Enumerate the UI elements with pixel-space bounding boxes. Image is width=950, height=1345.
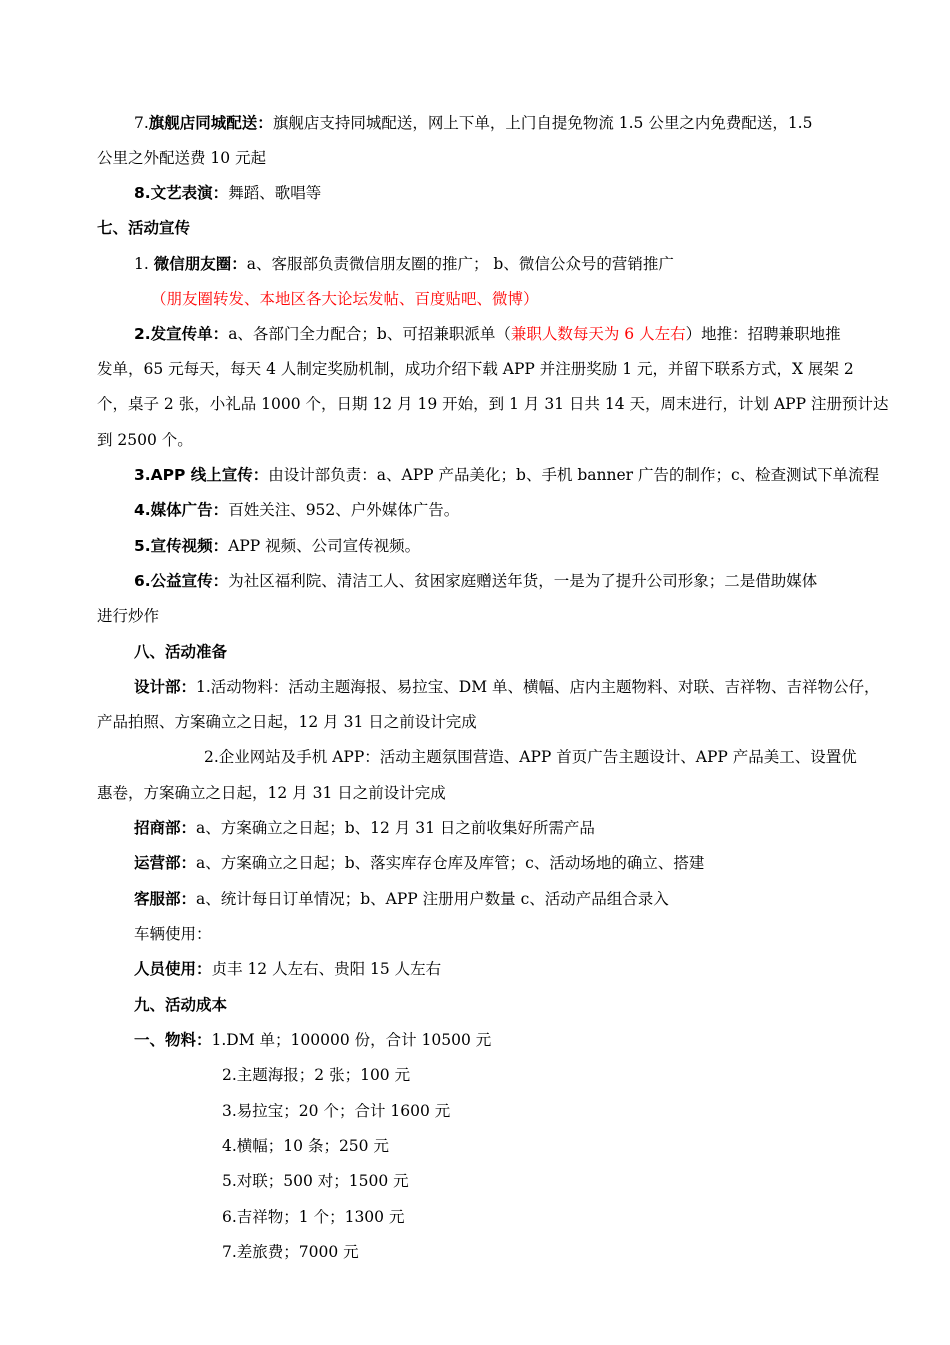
item-label: 旗舰店同城配送：: [148, 114, 273, 132]
item-text: a、客服部负责微信朋友圈的推广； b、微信公众号的营销推广: [246, 255, 674, 273]
paragraph-staffing: [134, 958, 441, 980]
item-text-cont: 公里之外配送费 10 元起: [97, 149, 267, 167]
highlight-note: 兼职人数每天为 6 人左右: [510, 325, 686, 343]
item-text: 2.企业网站及手机 APP：活动主题氛围营造、APP 首页广告主题设计、APP 产品美工、设置优: [204, 748, 857, 766]
paragraph-merchant-dept: [134, 817, 595, 839]
cost-item: 7.差旅费；7000 元: [222, 1243, 359, 1261]
item-label: 8.文艺表演：: [134, 184, 229, 202]
cost-item: 6.吉祥物；1 个；1300 元: [222, 1208, 405, 1226]
item-text-cont: 产品拍照、方案确立之日起，12 月 31 日之前设计完成: [97, 713, 477, 731]
item-label: 2.发宣传单：: [134, 325, 229, 343]
paragraph-video: [134, 535, 420, 557]
item-label: 5.宣传视频：: [134, 537, 229, 555]
item-label: 4.媒体广告：: [134, 501, 229, 519]
cost-item: 3.易拉宝；20 个；合计 1600 元: [222, 1102, 451, 1120]
item-text-cont: 个，桌子 2 张，小礼品 1000 个，日期 12 月 19 开始，到 1 月 31 日共 14 天，周末进行，计划 APP 注册预计达: [97, 395, 889, 413]
item-label: 3.APP 线上宣传：: [134, 466, 269, 484]
item-text: 为社区福利院、清洁工人、贫困家庭赠送年货，一是为了提升公司形象；二是借助媒体: [228, 572, 818, 590]
item-text: a、方案确立之日起；b、落实库存仓库及库管；c、活动场地的确立、搭建: [196, 854, 705, 872]
paragraph-design-dept: [134, 676, 880, 698]
paragraph-flyers: [134, 323, 841, 345]
item-text: APP 视频、公司宣传视频。: [228, 537, 421, 555]
dept-label: 招商部：: [134, 819, 197, 837]
cost-item: 1.DM 单；100000 份，合计 10500 元: [211, 1031, 492, 1049]
paragraph-operations-dept: [134, 852, 704, 874]
item-text: 1.活动物料：活动主题海报、易拉宝、DM 单、横幅、店内主题物料、对联、吉祥物、吉祥物公仔，: [196, 678, 880, 696]
item-text-cont: 到 2500 个。: [97, 431, 193, 449]
item-text: a、方案确立之日起；b、12 月 31 日之前收集好所需产品: [196, 819, 595, 837]
dept-label: 设计部：: [134, 678, 197, 696]
paragraph-wechat: [134, 253, 674, 275]
item-text: a、统计每日订单情况；b、APP 注册用户数量 c、活动产品组合录入: [196, 890, 669, 908]
item-text: 贞丰 12 人左右、贵阳 15 人左右: [211, 960, 442, 978]
vehicle-usage: 车辆使用：: [134, 925, 212, 943]
paragraph-charity: [134, 570, 817, 592]
section-heading-promotion: 七、活动宣传: [97, 219, 191, 237]
section-heading-cost: 九、活动成本: [134, 996, 228, 1014]
cost-item: 5.对联；500 对；1500 元: [222, 1172, 409, 1190]
item-number: 7.: [134, 114, 149, 132]
item-text: ）地推：招聘兼职地推: [685, 325, 841, 343]
item-text: 百姓关注、952、户外媒体广告。: [228, 501, 460, 519]
paragraph-delivery: [134, 112, 812, 134]
item-text-cont: 发单，65 元每天，每天 4 人制定奖励机制，成功介绍下载 APP 并注册奖励 1 元，并留下联系方式，X 展架 2: [97, 360, 854, 378]
cost-item: 4.横幅；10 条；250 元: [222, 1137, 389, 1155]
cost-label: 一、物料：: [134, 1031, 212, 1049]
item-text: 由设计部负责：a、APP 产品美化；b、手机 banner 广告的制作；c、检查测试下单流程: [268, 466, 880, 484]
dept-label: 人员使用：: [134, 960, 212, 978]
cost-item: 2.主题海报；2 张；100 元: [222, 1066, 411, 1084]
cost-materials: [134, 1029, 491, 1051]
item-text-cont: 进行炒作: [97, 607, 160, 625]
item-label: 微信朋友圈：: [153, 255, 247, 273]
paragraph-performance: [134, 182, 321, 204]
dept-label: 客服部：: [134, 890, 197, 908]
item-text: a、各部门全力配合；b、可招兼职派单（: [228, 325, 511, 343]
item-text: 舞蹈、歌唱等: [228, 184, 322, 202]
paragraph-service-dept: [134, 888, 669, 910]
item-text: 旗舰店支持同城配送，网上下单，上门自提免物流 1.5 公里之内免费配送，1.5: [272, 114, 813, 132]
paragraph-media-ads: [134, 499, 459, 521]
section-heading-preparation: 八、活动准备: [134, 643, 228, 661]
item-number: 1.: [134, 255, 149, 273]
paragraph-app-online: [134, 464, 879, 486]
item-label: 6.公益宣传：: [134, 572, 229, 590]
item-text-cont: 惠卷，方案确立之日起，12 月 31 日之前设计完成: [97, 784, 446, 802]
dept-label: 运营部：: [134, 854, 197, 872]
highlight-note: （朋友圈转发、本地区各大论坛发帖、百度贴吧、微博）: [151, 290, 539, 308]
